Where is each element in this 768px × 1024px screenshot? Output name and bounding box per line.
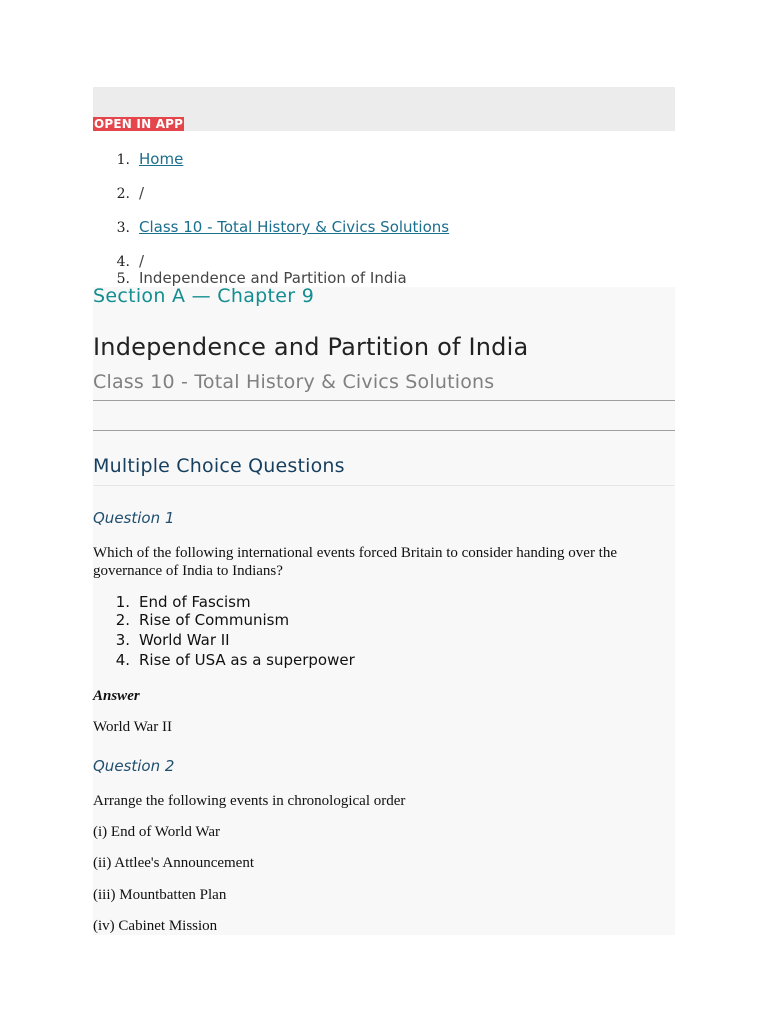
divider xyxy=(93,400,675,401)
mcq-heading: Multiple Choice Questions xyxy=(93,455,345,477)
option-number: 3. xyxy=(115,631,130,649)
breadcrumb-link-home[interactable]: Home xyxy=(139,150,184,168)
section-label: Section A — Chapter 9 xyxy=(93,285,315,307)
option-item xyxy=(93,611,289,629)
breadcrumb-separator xyxy=(93,252,144,270)
breadcrumb-separator xyxy=(93,184,144,202)
question-2-event: (i) End of World War xyxy=(93,824,221,840)
breadcrumb-number: 4. xyxy=(116,254,130,270)
breadcrumb-link-book[interactable]: Class 10 - Total History & Civics Solutions xyxy=(139,218,450,236)
answer-text: World War II xyxy=(93,719,172,735)
breadcrumb-number: 5. xyxy=(116,271,130,287)
breadcrumb-item-book xyxy=(93,218,449,236)
option-item xyxy=(93,593,251,611)
breadcrumb-current-text: Independence and Partition of India xyxy=(139,269,407,287)
option-text: End of Fascism xyxy=(139,593,251,611)
question-2-event: (iii) Mountbatten Plan xyxy=(93,887,227,903)
option-text: Rise of Communism xyxy=(139,611,290,629)
option-item xyxy=(93,651,355,669)
question-2-event: (iv) Cabinet Mission xyxy=(93,918,218,934)
breadcrumb-item-home xyxy=(93,150,183,168)
question-1-text: Which of the following international events forced Britain to consider handing over the governance of India to Indians? xyxy=(93,545,618,579)
answer-label: Answer xyxy=(93,688,140,704)
top-banner xyxy=(93,87,675,131)
breadcrumb-number: 3. xyxy=(116,220,130,236)
breadcrumb-number: 1. xyxy=(116,152,130,168)
option-number: 2. xyxy=(115,611,130,629)
open-in-app-button[interactable]: OPEN IN APP xyxy=(94,117,184,131)
question-2-event: (ii) Attlee's Announcement xyxy=(93,855,255,871)
option-number: 1. xyxy=(115,593,130,611)
breadcrumb-separator-text: / xyxy=(139,184,145,202)
divider xyxy=(93,485,675,486)
option-number: 4. xyxy=(115,651,130,669)
option-item xyxy=(93,631,230,649)
question-1-label: Question 1 xyxy=(93,509,175,527)
page-title: Independence and Partition of India xyxy=(93,333,529,361)
option-text: Rise of USA as a superpower xyxy=(139,651,355,669)
question-2-label: Question 2 xyxy=(93,757,175,775)
divider xyxy=(93,430,675,431)
breadcrumb-separator-text: / xyxy=(139,252,145,270)
option-text: World War II xyxy=(139,631,230,649)
question-2-text: Arrange the following events in chronological order xyxy=(93,793,406,809)
breadcrumb-number: 2. xyxy=(116,186,130,202)
book-subtitle: Class 10 - Total History & Civics Solutions xyxy=(93,371,495,393)
